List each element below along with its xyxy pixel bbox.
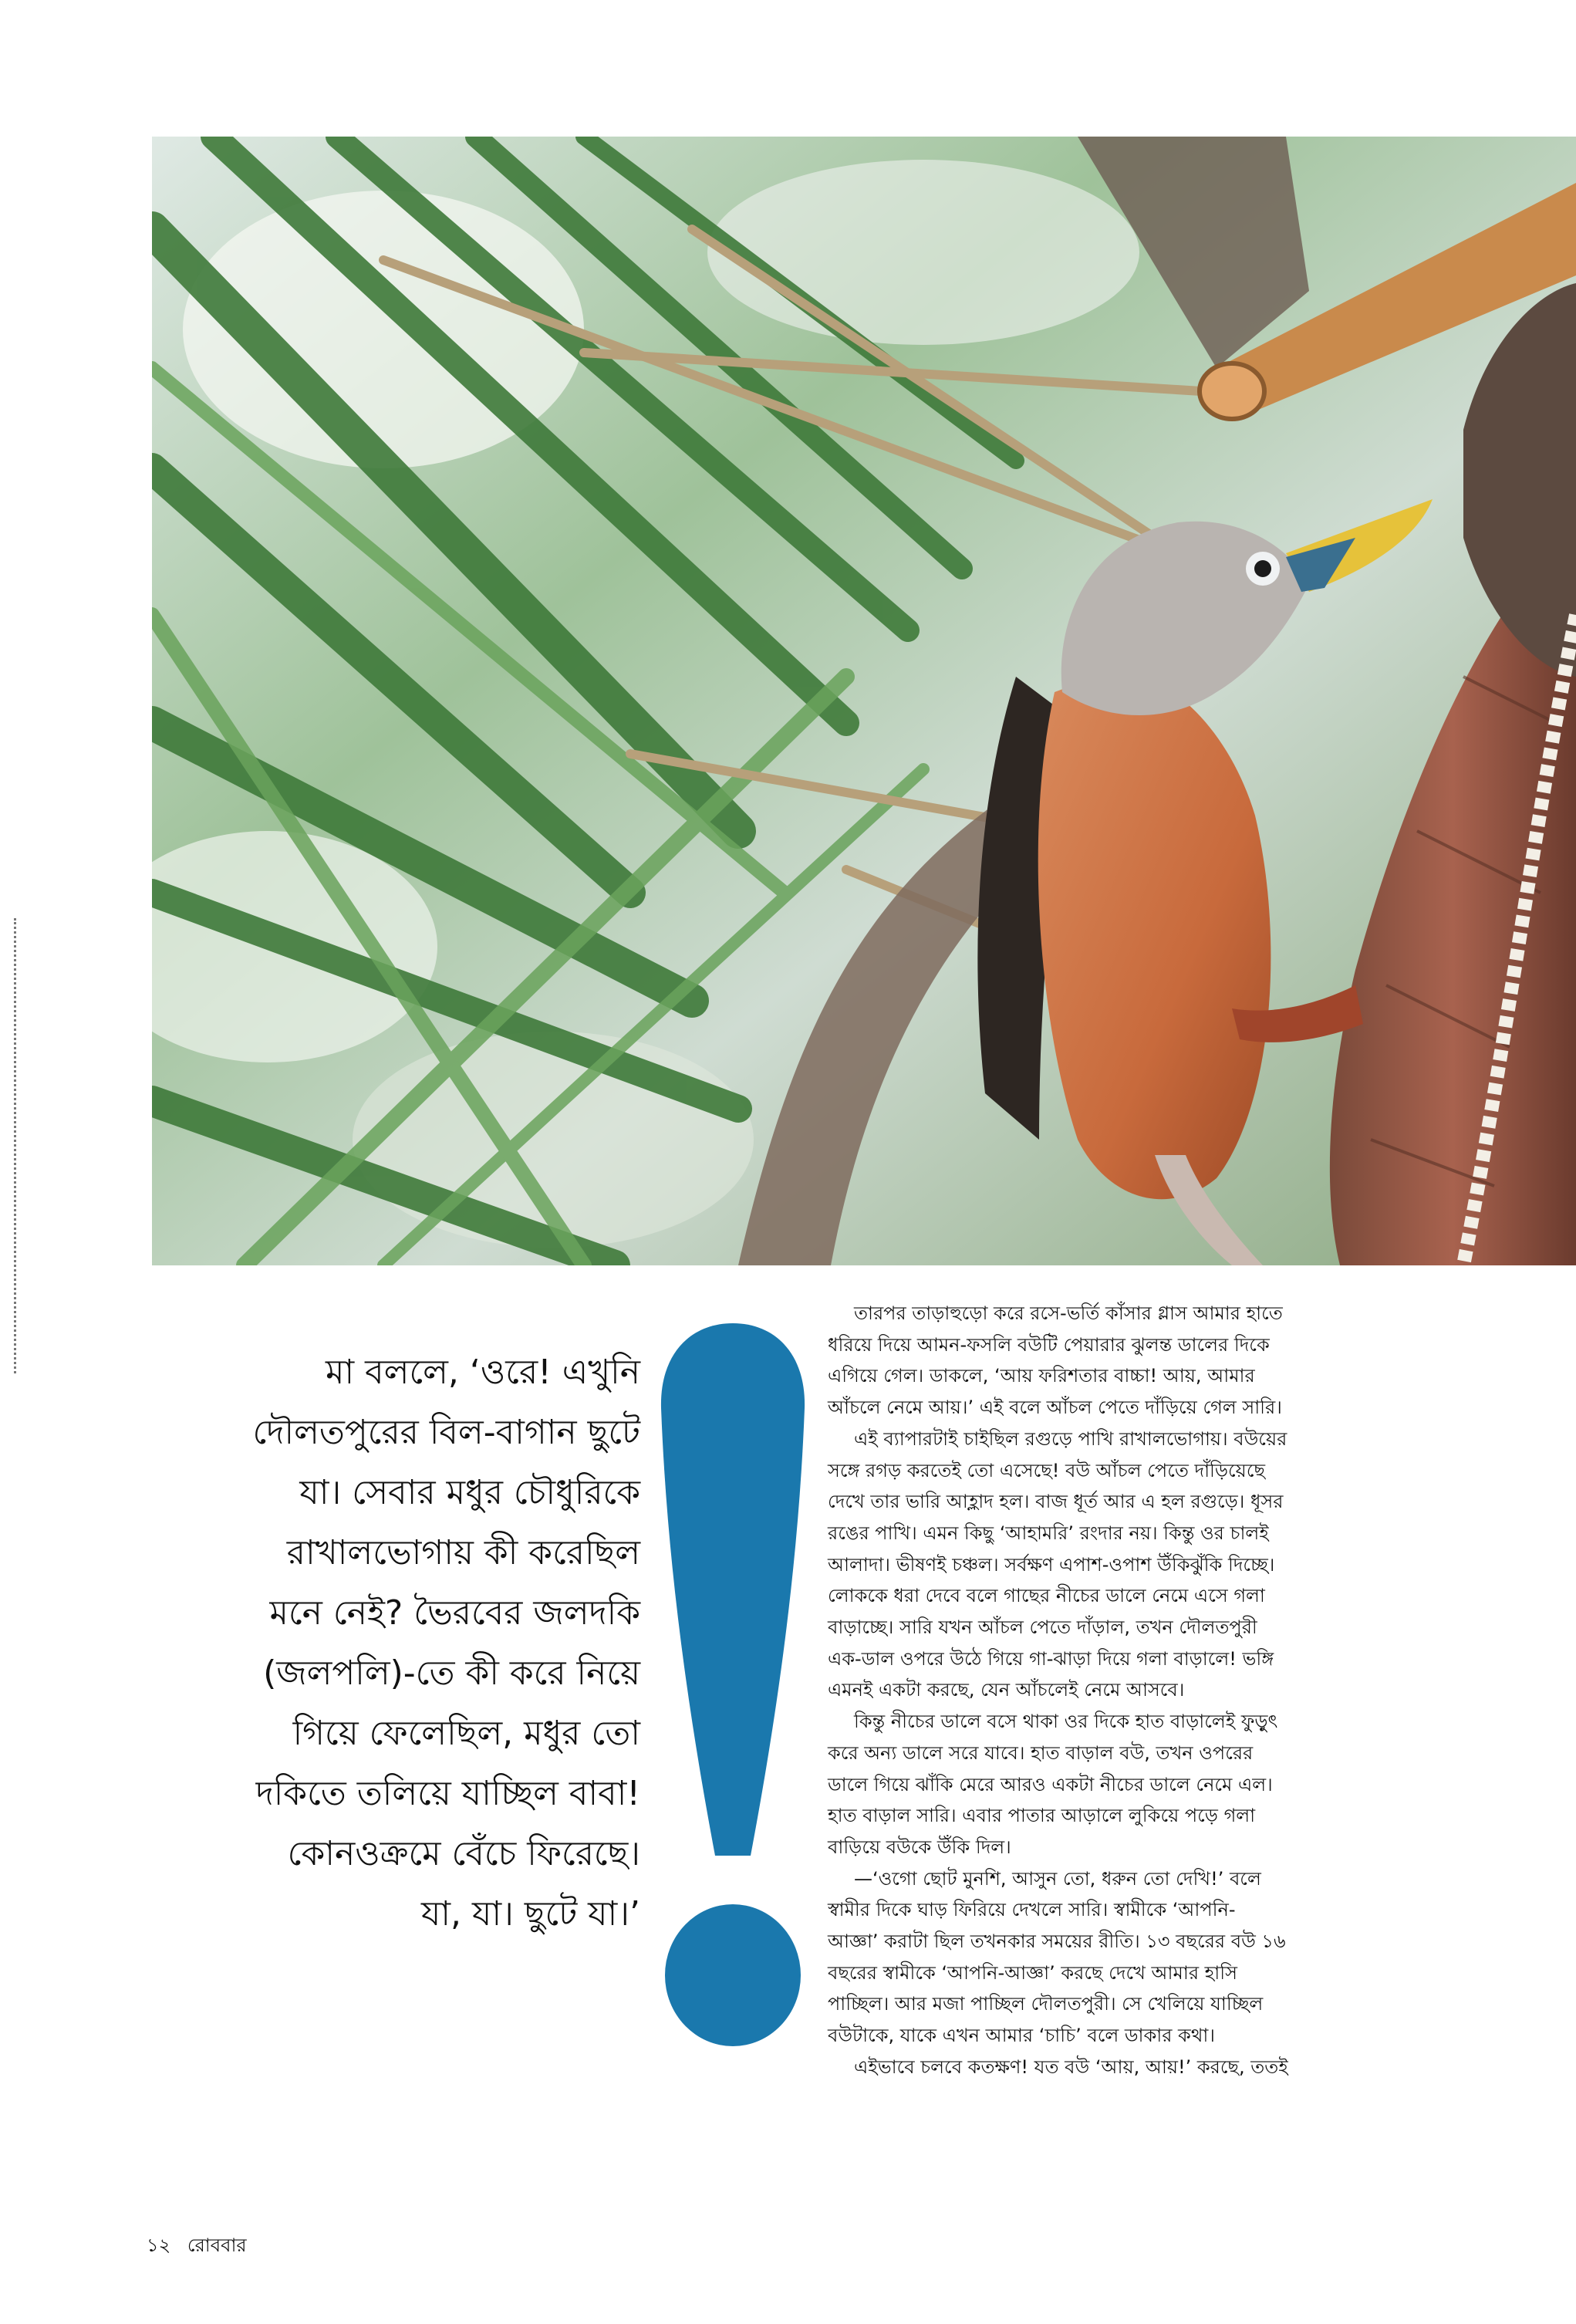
page-footer bbox=[147, 2231, 247, 2262]
bird-photo bbox=[152, 137, 1576, 1265]
body-line: আলাদা। ভীষণই চঞ্চল। সর্বক্ষণ এপাশ-ওপাশ উঁকিঝুঁকি দিচ্ছে। bbox=[828, 1553, 1275, 1576]
pull-quote-line: দকিতে তলিয়ে যাচ্ছিল বাবা! bbox=[255, 1774, 640, 1813]
pull-quote-line: যা। সেবার মধুর চৌধুরিকে bbox=[299, 1473, 640, 1512]
body-line: এমনই একটা করছে, যেন আঁচলেই নেমে আসবে। bbox=[828, 1679, 1185, 1701]
body-line: আঁচলে নেমে আয়।’ এই বলে আঁচল পেতে দাঁড়িয়ে গেল সারি। bbox=[828, 1397, 1282, 1419]
magazine-name: রোববার bbox=[187, 2234, 247, 2256]
body-line: রঙের পাখি। এমন কিছু ‘আহামরি’ রংদার নয়। কিন্তু ওর চালই bbox=[828, 1522, 1269, 1544]
pull-quote-line: গিয়ে ফেলেছিল, মধুর তো bbox=[292, 1714, 640, 1753]
body-line: —‘ওগো ছোট মুনশি, আসুন তো, ধরুন তো দেখি!’ বলে bbox=[854, 1867, 1261, 1890]
body-line: হাত বাড়াল সারি। এবার পাতার আড়ালে লুকিয়ে পড়ে গলা bbox=[828, 1805, 1256, 1827]
body-line: তারপর তাড়াহুড়ো করে রসে-ভর্তি কাঁসার গ্লাস আমার হাতে bbox=[854, 1302, 1283, 1324]
body-line: পাচ্ছিল। আর মজা পাচ্ছিল দৌলতপুরী। সে খেলিয়ে যাচ্ছিল bbox=[828, 1993, 1264, 2015]
body-line: বাড়িয়ে বউকে উঁকি দিল। bbox=[828, 1836, 1011, 1858]
body-line: কিন্তু নীচের ডালে বসে থাকা ওর দিকে হাত বাড়ালেই ফুড়ুৎ bbox=[854, 1711, 1278, 1733]
pull-quote-line: কোনওক্রমে বেঁচে ফিরেছে। bbox=[287, 1834, 640, 1873]
body-line: এই ব্যাপারটাই চাইছিল রগুড়ে পাখি রাখালভোগায়। বউয়ের bbox=[854, 1427, 1287, 1450]
starling-illustration bbox=[152, 137, 1576, 1265]
body-line: দেখে তার ভারি আহ্লাদ হল। বাজ ধূর্ত আর এ হল রগুড়ে। ধূসর bbox=[828, 1491, 1284, 1513]
body-line: বছরের স্বামীকে ‘আপনি-আজ্ঞা’ করছে দেখে আমার হাসি bbox=[828, 1961, 1237, 1984]
fold-mark bbox=[14, 918, 16, 1373]
pull-quote-line: মনে নেই? ভৈরবের জলদকি bbox=[269, 1593, 640, 1633]
body-line: এইভাবে চলবে কতক্ষণ! যত বউ ‘আয়, আয়!’ করছে, ততই bbox=[854, 2055, 1288, 2078]
pull-quote-line: মা বললে, ‘ওরে! এখুনি bbox=[326, 1353, 640, 1392]
page-number: ১২ bbox=[147, 2234, 171, 2256]
body-line: লোককে ধরা দেবে বলে গাছের নীচের ডালে নেমে এসে গলা bbox=[828, 1585, 1265, 1607]
body-line: করে অন্য ডালে সরে যাবে। হাত বাড়াল বউ, তখন ওপরের bbox=[828, 1741, 1254, 1764]
body-line: এক-ডাল ওপরে উঠে গিয়ে গা-ঝাড়া দিয়ে গলা বাড়ালে! ভঙ্গি bbox=[828, 1647, 1274, 1670]
body-line: বাড়াচ্ছে। সারি যখন আঁচল পেতে দাঁড়াল, তখন দৌলতপুরী bbox=[828, 1616, 1257, 1639]
body-line: এগিয়ে গেল। ডাকলে, ‘আয় ফরিশতার বাচ্চা! আয়, আমার bbox=[828, 1365, 1255, 1387]
pull-quote-line: (জলপলি)-তে কী করে নিয়ে bbox=[263, 1653, 640, 1693]
article-body bbox=[828, 1298, 1460, 2083]
body-line: ধরিয়ে দিয়ে আমন-ফসলি বউটি পেয়ারার ঝুলন্ত ডালের দিকে bbox=[828, 1333, 1270, 1356]
body-line: আজ্ঞা’ করাটা ছিল তখনকার সময়ের রীতি। ১৩ বছরের বউ ১৬ bbox=[828, 1930, 1286, 1953]
pull-quote bbox=[147, 1343, 640, 1944]
exclamation-mark-graphic bbox=[660, 1323, 806, 2049]
body-line: স্বামীর দিকে ঘাড় ফিরিয়ে দেখলে সারি। স্বামীকে ‘আপনি- bbox=[828, 1899, 1236, 1921]
pull-quote-line: রাখালভোগায় কী করেছিল bbox=[286, 1533, 640, 1572]
body-line: বউটাকে, যাকে এখন আমার ‘চাচি’ বলে ডাকার কথা। bbox=[828, 2025, 1215, 2047]
pull-quote-line: যা, যা। ছুটে যা।’ bbox=[420, 1894, 640, 1934]
body-line: ডালে গিয়ে ঝাঁকি মেরে আরও একটা নীচের ডালে নেমে এল। bbox=[828, 1773, 1273, 1795]
pull-quote-line: দৌলতপুরের বিল-বাগান ছুটে bbox=[252, 1413, 640, 1452]
body-line: সঙ্গে রগড় করতেই তো এসেছে! বউ আঁচল পেতে দাঁড়িয়েছে bbox=[828, 1459, 1266, 1481]
